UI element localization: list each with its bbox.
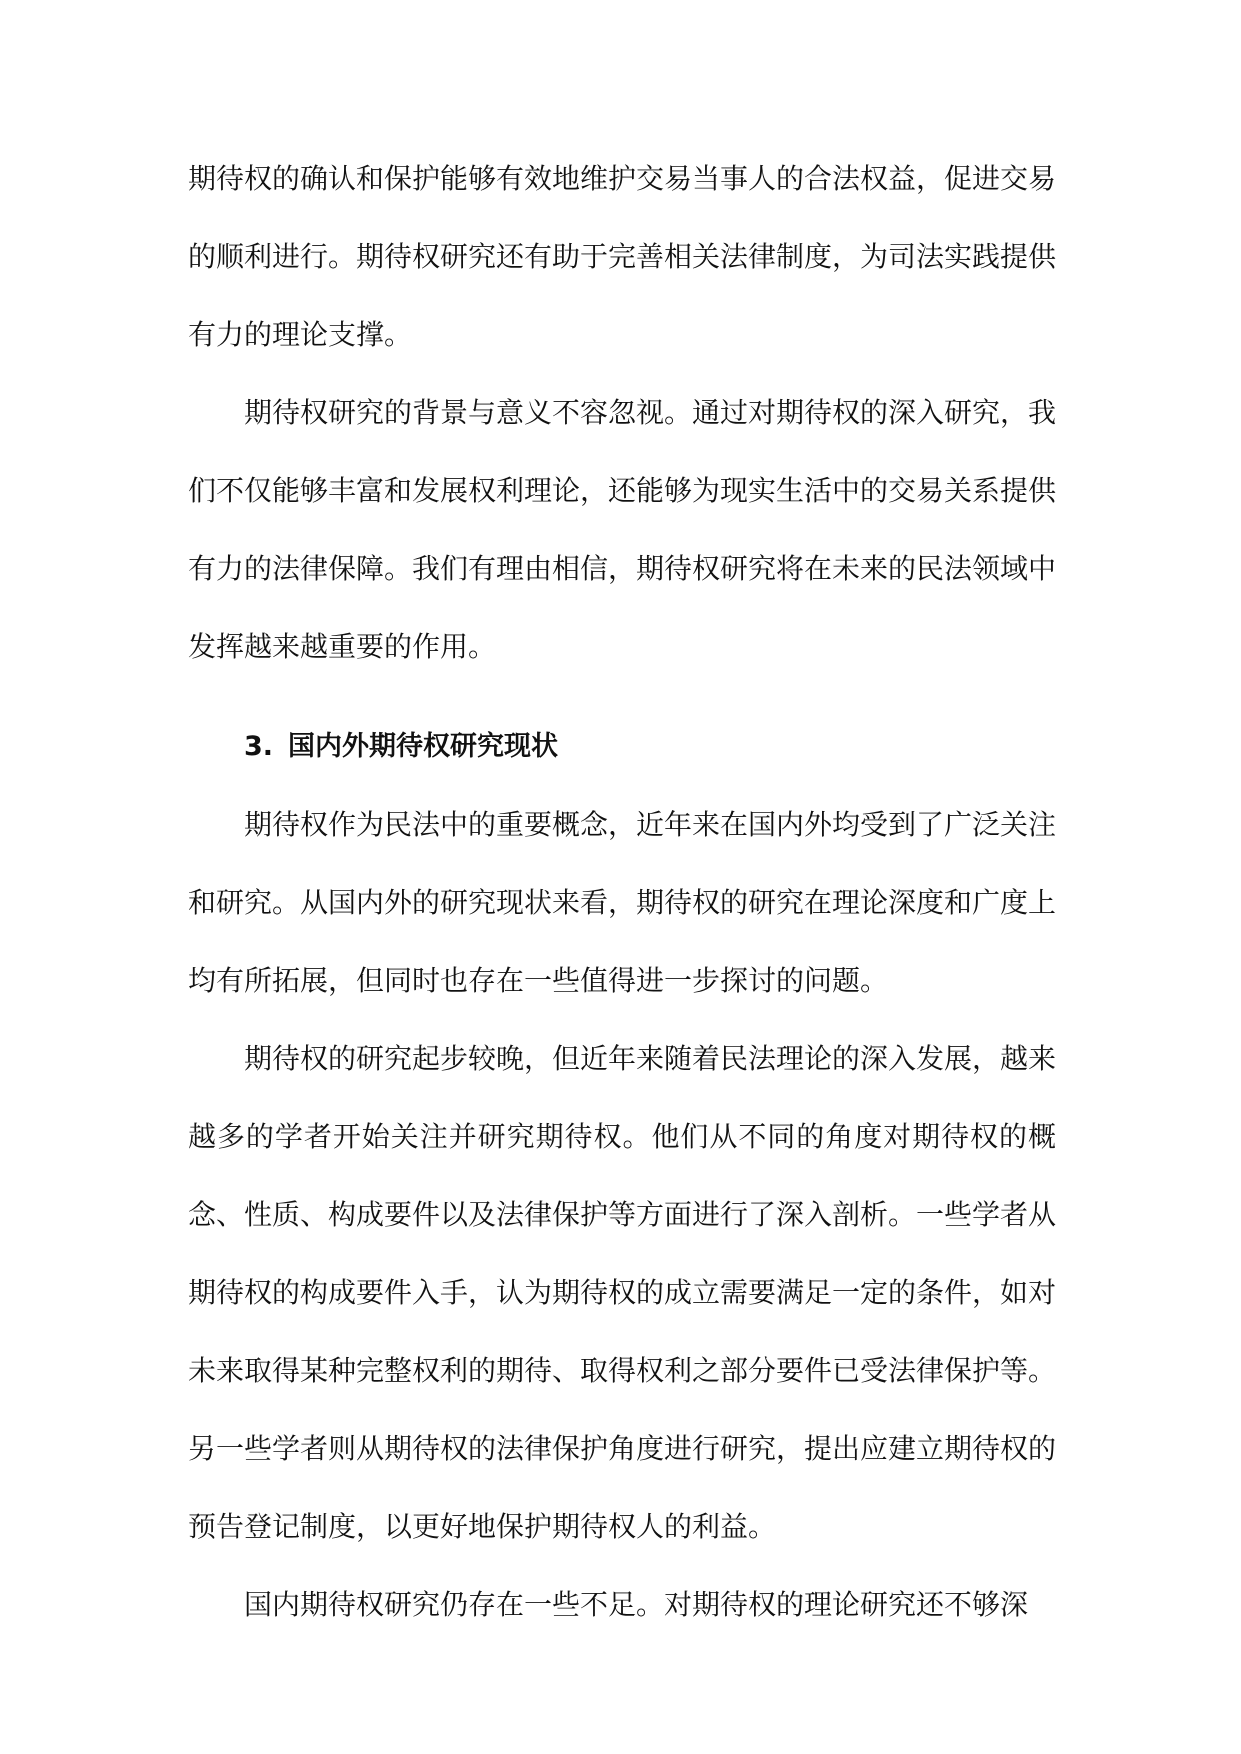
paragraph-research-overview: 期待权作为民法中的重要概念，近年来在国内外均受到了广泛关注和研究。从国内外的研究现状来看，期待权的研究在理论深度和广度上均有所拓展，但同时也存在一些值得进一步探讨的问题。 [188, 808, 1057, 997]
paragraph-continuation: 期待权的确认和保护能够有效地维护交易当事人的合法权益，促进交易的顺利进行。期待权研究还有助于完善相关法律制度，为司法实践提供有力的理论支撑。 [188, 162, 1057, 351]
paragraph-background-significance: 期待权研究的背景与意义不容忽视。通过对期待权的深入研究，我们不仅能够丰富和发展权利理论，还能够为现实生活中的交易关系提供有力的法律保障。我们有理由相信，期待权研究将在未来的民法领域中发挥越来越重要的作用。 [188, 396, 1057, 663]
section-title: 国内外期待权研究现状 [288, 731, 558, 762]
paragraph-domestic-research: 期待权的研究起步较晚，但近年来随着民法理论的深入发展，越来越多的学者开始关注并研究期待权。他们从不同的角度对期待权的概念、性质、构成要件以及法律保护等方面进行了深入剖析。一些学者从期待权的构成要件入手，认为期待权的成立需要满足一定的条件，如对未来取得某种完整权利的期待、取得权利之部分要件已受法律保护等。另一些学者则从期待权的法律保护角度进行研究，提出应建立期待权的预告登记制度，以更好地保护期待权人的利益。 [188, 1042, 1057, 1543]
section-number: 3. [244, 731, 274, 762]
section-heading [188, 708, 1056, 786]
paragraph-domestic-shortcomings: 国内期待权研究仍存在一些不足。对期待权的理论研究还不够深 [244, 1588, 1029, 1621]
document-page [188, 140, 1056, 1644]
